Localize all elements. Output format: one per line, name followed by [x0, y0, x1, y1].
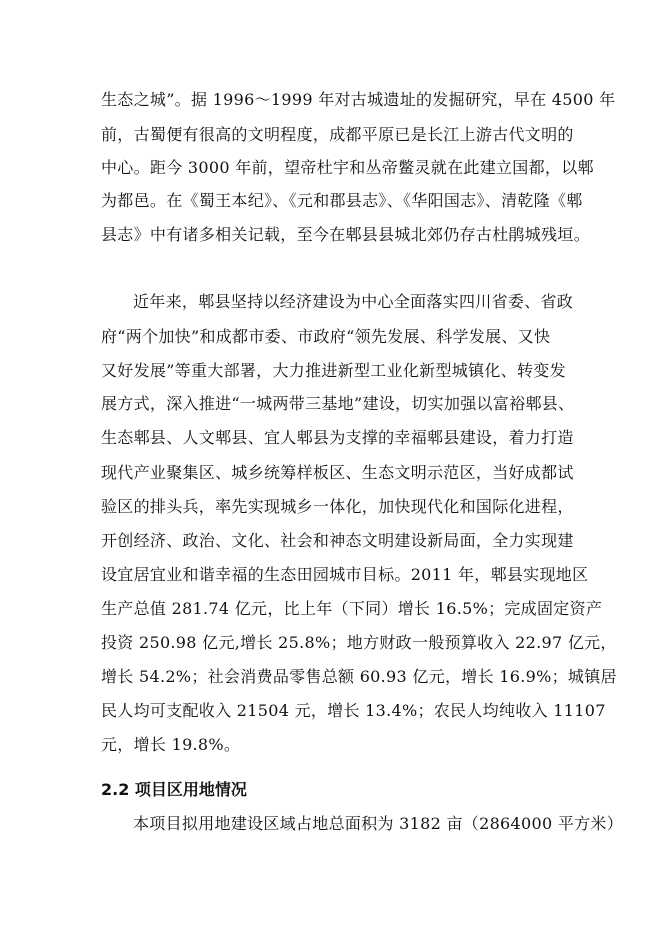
section-heading: 2.2 项目区用地情况: [101, 780, 247, 799]
paragraph-2-line-9: 设宜居宜业和谐幸福的生态田园城市目标。2011 年，郫县实现地区: [101, 565, 589, 584]
paragraph-2-line-12: 增长 54.2%；社会消费品零售总额 60.93 亿元，增长 16.9%；城镇居: [101, 667, 617, 686]
paragraph-2-line-11: 投资 250.98 亿元,增长 25.8%；地方财政一般预算收入 22.97 亿元，: [101, 633, 617, 652]
paragraph-2-line-5: 生态郫县、人文郫县、宜人郫县为支撑的幸福郫县建设，着力打造: [101, 428, 574, 447]
paragraph-1-line-4: 为都邑。在《蜀王本纪》、《元和郡县志》、《华阳国志》、清乾隆《郫: [101, 191, 583, 210]
paragraph-2-line-1: 近年来，郫县坚持以经济建设为中心全面落实四川省委、省政: [133, 292, 574, 311]
paragraph-3-line-1: 本项目拟用地建设区域占地总面积为 3182 亩（2864000 平方米）: [133, 814, 624, 833]
paragraph-2-line-7: 验区的排头兵，率先实现城乡一体化，加快现代化和国际化进程，: [101, 497, 574, 516]
paragraph-2-line-10: 生产总值 281.74 亿元，比上年（下同）增长 16.5%；完成固定资产: [101, 599, 603, 618]
paragraph-2-line-4: 展方式，深入推进“一城两带三基地”建设，切实加强以富裕郫县、: [101, 394, 575, 413]
paragraph-1-line-5: 县志》中有诸多相关记载，至今在郫县县城北郊仍存古杜鹃城残垣。: [101, 225, 591, 244]
paragraph-2-line-6: 现代产业聚集区、城乡统筹样板区、生态文明示范区，当好成都试: [101, 463, 574, 482]
paragraph-1-line-3: 中心。距今 3000 年前，望帝杜宇和丛帝鳖灵就在此建立国都，以郫: [101, 158, 594, 177]
paragraph-2-line-14: 元，增长 19.8%。: [101, 735, 241, 754]
paragraph-2-line-2: 府“两个加快”和成都市委、市政府“领先发展、科学发展、又快: [101, 327, 551, 346]
paragraph-2-line-8: 开创经济、政治、文化、社会和神态文明建设新局面，全力实现建: [101, 531, 574, 550]
paragraph-1-line-1: 生态之城”。据 1996～1999 年对古城遗址的发掘研究，早在 4500 年: [101, 90, 616, 109]
paragraph-1-line-2: 前，古蜀便有很高的文明程度，成都平原已是长江上游古代文明的: [101, 125, 574, 144]
paragraph-2-line-3: 又好发展”等重大部署，大力推进新型工业化新型城镇化、转变发: [101, 361, 566, 380]
paragraph-2-line-13: 民人均可支配收入 21504 元，增长 13.4%；农民人均纯收入 11107: [101, 701, 606, 720]
